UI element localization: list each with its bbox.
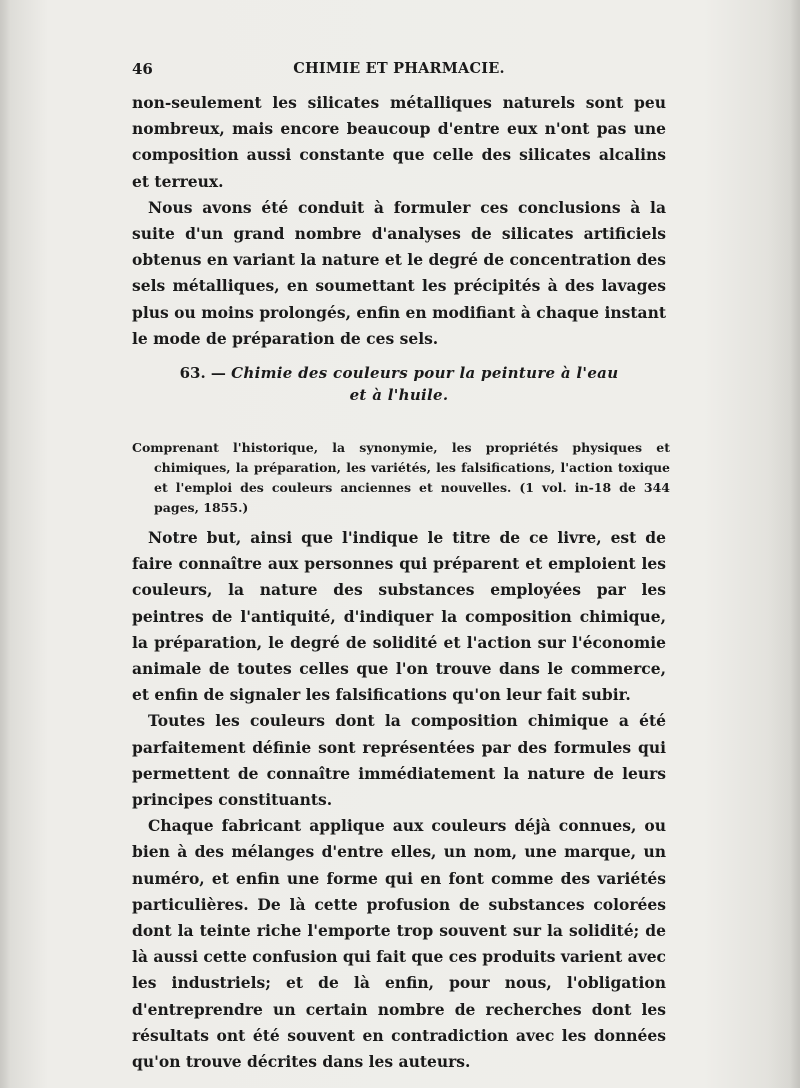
text-block-top <box>132 90 666 352</box>
paragraph: Chaque fabricant applique aux couleurs déjà connues, ou bien à des mélanges d'entre elles, un nom, une marque, un numéro, et enfin une forme qui en font comme des variétés particulières. De là cette profusion de substances colorées dont la teinte riche l'emporte trop souvent sur la solidité; de là aussi cette confusion qui fait que ces produits varient avec les industriels; et de là enfin, pour nous, l'obligation d'entreprendre un certain nombre de recherches dont les résultats ont été souvent en contradiction avec les données qu'on trouve décrites dans les auteurs. <box>132 816 666 1072</box>
page-edge-shadow-right <box>790 0 800 1088</box>
section-number: 63. — <box>179 364 226 382</box>
text-block-bottom <box>132 525 666 1075</box>
running-title: CHIMIE ET PHARMACIE. <box>293 60 505 77</box>
abstract-text: Comprenant l'historique, la synonymie, les propriétés physiques et chimiques, la préparation, les variétés, les falsifications, l'action toxique et l'emploi des couleurs anciennes et nouvelles. (1 vol. in-18 de 344 pages, 1855.) <box>132 440 670 515</box>
section-heading <box>132 362 666 406</box>
paragraph: Nous avons été conduit à formuler ces conclusions à la suite d'un grand nombre d'analyses de silicates artificiels obtenus en variant la nature et le degré de concentration des sels métalliques, en soumettant les précipités à des lavages plus ou moins prolongés, enfin en modifiant à chaque instant le mode de préparation de ces sels. <box>132 197 666 348</box>
page-number: 46 <box>132 60 153 78</box>
section-abstract <box>132 438 670 518</box>
page-header <box>132 60 666 84</box>
paragraph: Toutes les couleurs dont la composition chimique a été parfaitement définie sont représentées par des formules qui permettent de connaître immédiatement la nature de leurs principes constituants. <box>132 711 666 810</box>
paragraph: Notre but, ainsi que l'indique le titre de ce livre, est de faire connaître aux personnes qui préparent et emploient les couleurs, la nature des substances employées par les peintres de l'antiquité, d'indiquer la composition chimique, la préparation, le degré de solidité et l'action sur l'économie animale de toutes celles que l'on trouve dans le commerce, et enfin de signaler les falsifications qu'on leur fait subir. <box>132 528 666 705</box>
paragraph: non-seulement les silicates métalliques naturels sont peu nombreux, mais encore beaucoup d'entre eux n'ont pas une composition aussi constante que celle des silicates alcalins et terreux. <box>132 93 666 191</box>
section-title-line-2: et à l'huile. <box>349 386 449 404</box>
page-edge-shadow-left <box>0 0 10 1088</box>
section-title-line-1: Chimie des couleurs pour la peinture à l'eau <box>231 364 619 382</box>
